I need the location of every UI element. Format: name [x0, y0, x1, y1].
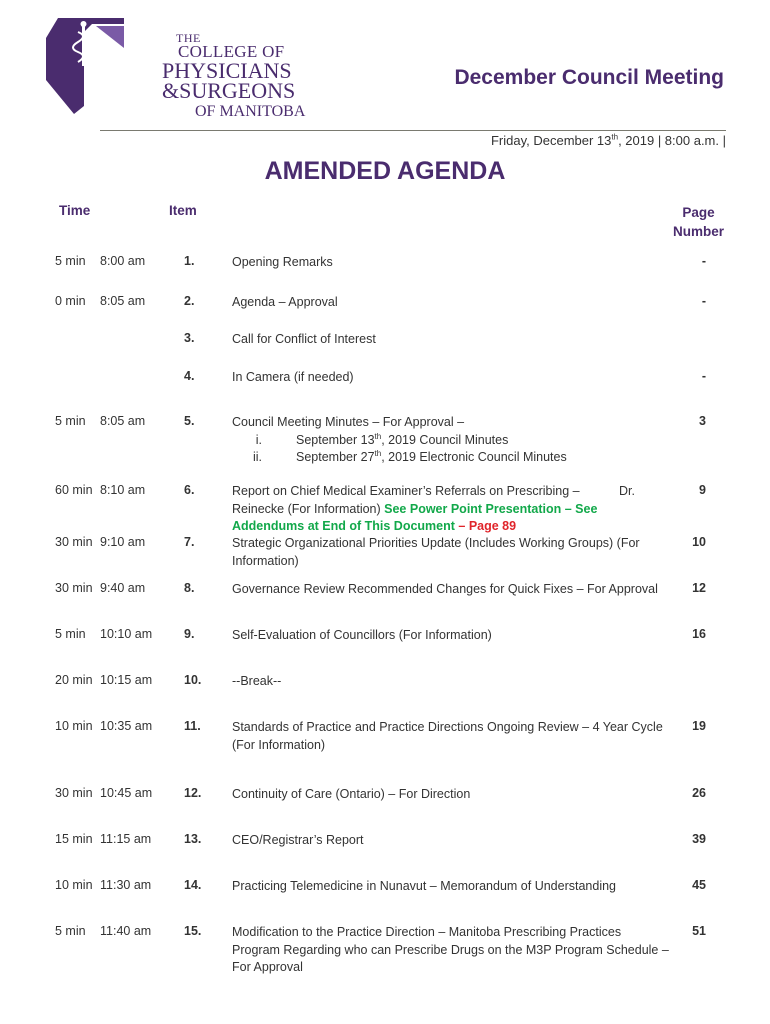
addendum-note: See Power Point Presentation – See Addendums at End of This Document [232, 501, 598, 533]
item-description [232, 673, 672, 691]
item-description [232, 581, 672, 599]
item-time: 11:15 am [100, 832, 152, 846]
item-time: 8:05 am [100, 414, 146, 428]
item-number: 9. [184, 627, 195, 641]
item-number: 15. [184, 924, 202, 938]
logo-manitoba: OF MANITOBA [195, 103, 306, 120]
item-description [232, 331, 672, 349]
item-duration: 30 min [55, 581, 93, 595]
item-time: 10:35 am [100, 719, 153, 733]
sub-item [232, 449, 672, 467]
item-duration: 5 min [55, 254, 86, 268]
item-time: 8:00 am [100, 254, 146, 268]
sub-item-text: September 13th, 2019 Council Minutes [296, 431, 509, 447]
item-number: 13. [184, 832, 202, 846]
item-description [232, 254, 672, 272]
item-number: 4. [184, 369, 195, 383]
item-time: 10:15 am [100, 673, 153, 687]
header-divider [100, 130, 726, 131]
college-logo [44, 18, 306, 120]
item-description-text: Strategic Organizational Priorities Update (Includes Working Groups) (For Information) [232, 536, 640, 568]
item-description-text: Reinecke (For Information) [232, 501, 385, 516]
item-description [232, 719, 672, 754]
item-number: 3. [184, 331, 195, 345]
item-page-number: - [701, 369, 706, 383]
item-duration: 15 min [55, 832, 93, 846]
sub-item [232, 432, 672, 450]
item-duration: 20 min [55, 673, 93, 687]
item-description [232, 786, 672, 804]
item-duration: 0 min [55, 294, 86, 308]
sub-item-numeral: i. [255, 432, 262, 447]
item-description [232, 832, 672, 850]
item-description [232, 535, 672, 570]
item-number: 1. [184, 254, 195, 268]
item-number: 11. [184, 719, 201, 733]
item-description-text: CEO/Registrar’s Report [232, 833, 364, 847]
item-number: 12. [184, 786, 202, 800]
item-duration: 10 min [55, 878, 93, 892]
item-description-text: Continuity of Care (Ontario) – For Direction [232, 787, 471, 801]
item-description-text: Report on Chief Medical Examiner’s Referrals on Prescribing – [232, 484, 580, 498]
item-description [232, 369, 672, 387]
item-page-number: 9 [699, 483, 706, 497]
item-description-dr: Dr. [619, 484, 635, 498]
item-page-number: 39 [692, 832, 706, 846]
logo-surgeons: &SURGEONS [162, 78, 296, 103]
item-duration: 5 min [55, 414, 86, 428]
item-description [232, 294, 672, 312]
item-description [232, 924, 672, 977]
item-time: 9:10 am [100, 535, 146, 549]
item-time: 10:45 am [100, 786, 153, 800]
item-description-text: Modification to the Practice Direction – Manitoba Prescribing Practices Program Regarding who can Prescribe Drugs on the M3P Program Schedule – For Approval [232, 925, 669, 974]
item-number: 14. [184, 878, 202, 892]
item-duration: 30 min [55, 535, 93, 549]
logo-emblem-icon [44, 18, 124, 118]
item-page-number: 3 [699, 414, 706, 428]
item-page-number: 51 [692, 924, 706, 938]
item-description-text: Council Meeting Minutes – For Approval – [232, 415, 465, 429]
logo-college: COLLEGE OF [178, 42, 285, 61]
item-number: 2. [184, 294, 195, 308]
item-page-number: 10 [692, 535, 706, 549]
item-time: 9:40 am [100, 581, 146, 595]
item-number: 5. [184, 414, 195, 428]
item-time: 11:30 am [100, 878, 152, 892]
item-duration: 5 min [55, 627, 86, 641]
column-page-header: Page Number [672, 205, 724, 239]
item-page-number: 12 [692, 581, 706, 595]
item-page-number: - [701, 254, 706, 268]
item-time: 10:10 am [100, 627, 153, 641]
item-page-number: 45 [692, 878, 706, 892]
item-description-text: Practicing Telemedicine in Nunavut – Memorandum of Understanding [232, 879, 617, 893]
item-time: 11:40 am [100, 924, 152, 938]
sub-item-numeral: ii. [252, 450, 262, 464]
item-time: 8:10 am [100, 483, 146, 497]
agenda-title: AMENDED AGENDA [264, 157, 506, 185]
column-time-header: Time [59, 203, 91, 218]
item-duration: 5 min [55, 924, 86, 938]
item-description-text: --Break-- [232, 674, 282, 688]
item-page-number: 19 [692, 719, 706, 733]
sub-item-text: September 27th, 2019 Electronic Council Minutes [296, 448, 567, 464]
addendum-page: – Page 89 [458, 519, 517, 533]
item-description-text: Agenda – Approval [232, 295, 338, 309]
meeting-title: December Council Meeting [454, 66, 724, 89]
item-page-number: - [701, 294, 706, 308]
item-description-text: Call for Conflict of Interest [232, 332, 376, 346]
item-description-text: Governance Review Recommended Changes for Quick Fixes – For Approval [232, 582, 658, 596]
item-description [232, 627, 672, 645]
meeting-date: Friday, December 13th, 2019 | 8:00 a.m. | [490, 132, 726, 148]
item-duration: 60 min [55, 483, 93, 497]
item-description-text: Opening Remarks [232, 255, 333, 269]
item-description [232, 414, 672, 467]
item-time: 8:05 am [100, 294, 146, 308]
item-page-number: 26 [692, 786, 706, 800]
item-page-number: 16 [692, 627, 706, 641]
item-description [232, 878, 672, 896]
item-description-text: Standards of Practice and Practice Directions Ongoing Review – 4 Year Cycle (For Information) [232, 720, 663, 752]
item-description [232, 483, 672, 536]
item-duration: 10 min [55, 719, 93, 733]
item-description-text: In Camera (if needed) [232, 370, 354, 384]
item-number: 10. [184, 673, 202, 687]
column-item-header: Item [169, 203, 197, 218]
logo-the: THE [176, 31, 201, 45]
item-number: 7. [184, 535, 195, 549]
item-number: 6. [184, 483, 195, 497]
item-description-text: Self-Evaluation of Councillors (For Information) [232, 628, 492, 642]
item-number: 8. [184, 581, 195, 595]
logo-physicians: PHYSICIANS [162, 58, 292, 83]
item-duration: 30 min [55, 786, 93, 800]
